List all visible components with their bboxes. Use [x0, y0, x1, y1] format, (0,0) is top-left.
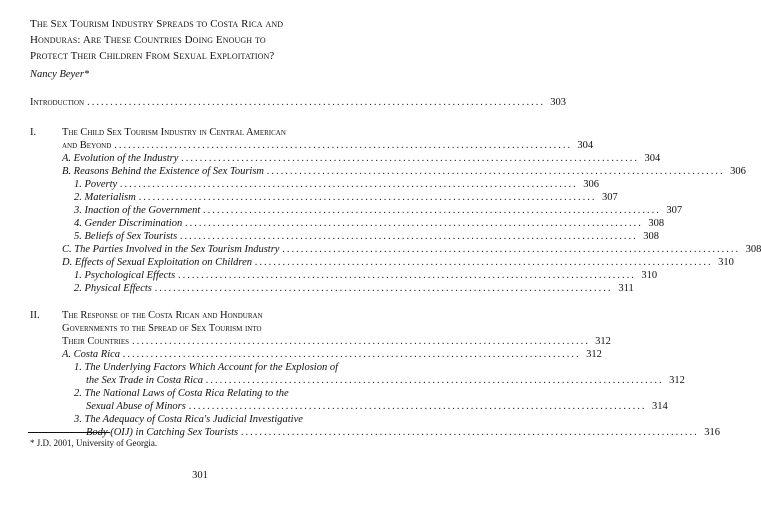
toc-entry-introduction [30, 96, 566, 109]
toc-entry-part1 [62, 139, 594, 152]
dot-leader: ................................................................................................... [114, 140, 573, 151]
part-heading: The Child Sex Tourism Industry in Central American [62, 127, 286, 138]
toc-page-number: 306 [583, 179, 600, 190]
part-numeral: I. [30, 127, 37, 138]
dot-leader: ................................................................................................... [255, 257, 713, 268]
toc-page-number: 311 [618, 283, 634, 294]
toc-page-number: 306 [730, 166, 746, 177]
dot-leader: ................................................................................................... [87, 97, 545, 108]
toc-entry-1b2 [74, 191, 618, 204]
toc-page-number: 312 [586, 349, 602, 360]
toc-entry-2a2 [86, 400, 668, 413]
toc-entry-1c [62, 243, 761, 256]
title-line: The Sex Tourism Industry Spreads to Costa Rica and [30, 18, 284, 30]
toc-entry-1b3 [74, 204, 683, 217]
dot-leader: ................................................................................................... [241, 427, 700, 438]
dot-leader: ................................................................................................... [131, 336, 590, 347]
title-line: Protect Their Children From Sexual Exploitation? [30, 50, 275, 62]
toc-page-number: 307 [666, 205, 683, 216]
dot-leader: ................................................................................................... [178, 270, 637, 281]
toc-entry-label: and Beyond [62, 140, 112, 151]
toc-entry-label: A. Costa Rica [62, 349, 121, 360]
toc-entry-2a3-line1: 3. The Adequacy of Costa Rica's Judicial Investigative [74, 414, 303, 425]
title-line: Honduras: Are These Countries Doing Enough to [30, 34, 266, 46]
toc-entry-2a2-line1: 2. The National Laws of Costa Rica Relating to the [74, 388, 289, 399]
toc-entry-label: 4. Gender Discrimination [74, 218, 183, 229]
dot-leader: ................................................................................................... [185, 218, 644, 229]
toc-page-number: 307 [601, 192, 618, 203]
toc-entry-label: 3. Inaction of the Government [74, 205, 201, 216]
toc-entry-label: 2. Materialism [74, 192, 136, 203]
dot-leader: ................................................................................................... [181, 153, 640, 164]
dot-leader: ................................................................................................... [123, 349, 581, 360]
dot-leader: ................................................................................................... [180, 231, 639, 242]
toc-page-number: 312 [669, 375, 685, 386]
toc-entry-label: D. Effects of Sexual Exploitation on Children [62, 257, 253, 268]
toc-page-number: 312 [595, 336, 611, 347]
footnote: * J.D. 2001, University of Georgia. [30, 438, 158, 448]
part-heading: The Response of the Costa Rican and Honduran [62, 310, 263, 321]
page-number: 301 [192, 470, 208, 481]
toc-entry-label: 5. Beliefs of Sex Tourists [74, 231, 178, 242]
dot-leader: ................................................................................................... [282, 244, 741, 255]
dot-leader: ................................................................................................... [138, 192, 597, 203]
toc-entry-1d [62, 256, 734, 269]
toc-entry-1b1 [74, 178, 600, 191]
toc-entry-2a1-line1: 1. The Underlying Factors Which Account for the Explosion of [74, 362, 339, 373]
toc-entry-label: Body (OIJ) in Catching Sex Tourists [86, 427, 239, 438]
toc-entry-1b4 [74, 217, 665, 230]
dot-leader: ................................................................................................... [267, 166, 725, 177]
toc-page-number: 308 [745, 244, 761, 255]
part-heading: Governments to the Spread of Sex Tourism into [62, 323, 262, 334]
dot-leader: ................................................................................................... [120, 179, 579, 190]
toc-entry-label: 1. Psychological Effects [74, 270, 176, 281]
toc-entry-2a1 [86, 374, 685, 387]
toc-page-number: 314 [651, 401, 668, 412]
author-name: Nancy Beyer* [30, 69, 90, 80]
toc-entry-1d1 [74, 269, 658, 282]
article-title [30, 16, 375, 64]
toc-entry-1b [62, 165, 746, 178]
toc-entry-part2 [62, 335, 611, 348]
toc-page-number: 310 [641, 270, 658, 281]
toc-entry-label: Sexual Abuse of Minors [86, 401, 186, 412]
toc-entry-label: the Sex Trade in Costa Rica [86, 375, 203, 386]
dot-leader: ................................................................................................... [154, 283, 613, 294]
toc-entry-label: B. Reasons Behind the Existence of Sex Tourism [62, 166, 264, 177]
dot-leader: ................................................................................................... [188, 401, 647, 412]
part-numeral: II. [30, 310, 40, 321]
toc-page-number: 304 [577, 140, 594, 151]
dot-leader: ................................................................................................... [205, 375, 664, 386]
toc-entry-label: 2. Physical Effects [74, 283, 152, 294]
toc-entry-label: 1. Poverty [74, 179, 118, 190]
toc-entry-label: Introduction [30, 97, 85, 108]
toc-entry-label: Their Countries [62, 336, 129, 347]
toc-entry-1d2 [74, 282, 634, 295]
toc-page-number: 310 [718, 257, 734, 268]
toc-page-number: 316 [704, 427, 721, 438]
toc-entry-1b5 [74, 230, 660, 243]
toc-entry-1a [62, 152, 661, 165]
toc-entry-label: A. Evolution of the Industry [62, 153, 179, 164]
toc-entry-2a [62, 348, 602, 361]
toc-page-number: 308 [643, 231, 660, 242]
toc-entry-label: C. The Parties Involved in the Sex Tourism Industry [62, 244, 280, 255]
toc-page-number: 308 [648, 218, 665, 229]
footnote-rule [28, 432, 110, 433]
dot-leader: ................................................................................................... [203, 205, 662, 216]
toc-page-number: 304 [644, 153, 661, 164]
toc-page-number: 303 [550, 97, 566, 108]
